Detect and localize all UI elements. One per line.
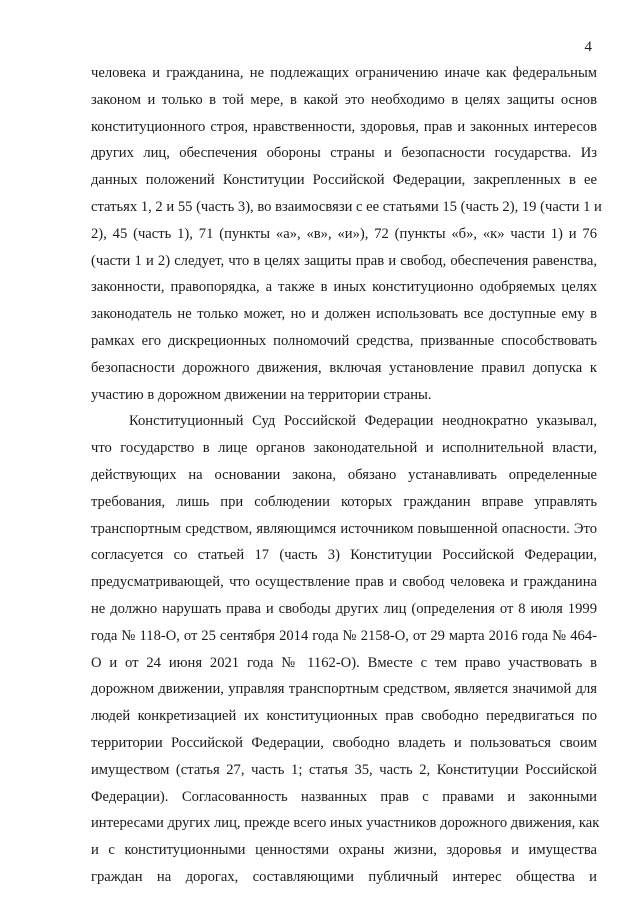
text-line: законности, правопорядка, а также в иных конституционно одобряемых целях [91,279,597,296]
text-line: что государство в лице органов законодательной и исполнительной власти, [91,440,597,457]
text-line: статьях 1, 2 и 55 (часть 3), во взаимосвязи с ее статьями 15 (часть 2), 19 (части 1 и [91,198,602,215]
text-line: 2), 45 (часть 1), 71 (пункты «а», «в», «и»), 72 (пункты «б», «к» части 1) и 76 [91,225,597,242]
text-line: действующих на основании закона, обязано устанавливать определенные [91,466,597,483]
text-line: данных положений Конституции Российской Федерации, закрепленных в ее [91,172,597,189]
text-line: года № 118-О, от 25 сентября 2014 года № 2158-О, от 29 марта 2016 года № 464- [91,627,597,644]
document-body [91,60,602,891]
text-line: людей конкретизацией их конституционных прав свободно передвигаться по [91,708,597,725]
text-line: требования, лишь при соблюдении которых гражданин вправе управлять [91,493,597,510]
text-line: законодатель не только может, но и должен использовать все доступные ему в [91,306,597,323]
text-line: человека и гражданина, не подлежащих ограничению иначе как федеральным [91,65,597,81]
text-line: граждан на дорогах, составляющими публичный интерес общества и [91,868,597,885]
text-line: конституционного строя, нравственности, здоровья, прав и законных интересов [91,118,597,135]
text-line: (части 1 и 2) следует, что в целях защиты прав и свобод, обеспечения равенства, [91,252,597,269]
text-line: имуществом (статья 27, часть 1; статья 35, часть 2, Конституции Российской [91,761,597,778]
paragraph-1 [91,60,602,408]
text-line: дорожном движении, управляя транспортным средством, является значимой для [91,681,597,698]
text-line: законом и только в той мере, в какой это необходимо в целях защиты основ [91,91,597,108]
text-line: территории Российской Федерации, свободно владеть и пользоваться своим [91,734,597,751]
text-line: согласуется со статьей 17 (часть 3) Конституции Российской Федерации, [91,547,597,564]
text-line: не должно нарушать права и свободы других лиц (определения от 8 июля 1999 [91,600,597,617]
text-line: интересами других лиц, прежде всего иных участников дорожного движения, как [91,815,600,832]
text-line: Конституционный Суд Российской Федерации неоднократно указывал, [129,413,597,430]
text-line: и с конституционными ценностями охраны жизни, здоровья и имущества [91,842,597,859]
text-line: участию в дорожном движении на территории страны. [91,386,432,403]
text-line: транспортным средством, являющимся источником повышенной опасности. Это [91,520,597,537]
text-line: безопасности дорожного движения, включая установление правил допуска к [91,359,597,376]
text-line: других лиц, обеспечения обороны страны и безопасности государства. Из [91,145,597,162]
text-line: предусматривающей, что осуществление прав и свобод человека и гражданина [91,574,597,591]
paragraph-2 [91,408,600,890]
text-line: рамках его дискреционных полномочий средства, призванные способствовать [91,332,597,349]
page-number: 4 [584,39,592,55]
text-line: О и от 24 июня 2021 года № 1162-О). Вместе с тем право участвовать в [91,654,597,671]
text-line: Федерации). Согласованность названных прав с правами и законными [91,788,597,805]
